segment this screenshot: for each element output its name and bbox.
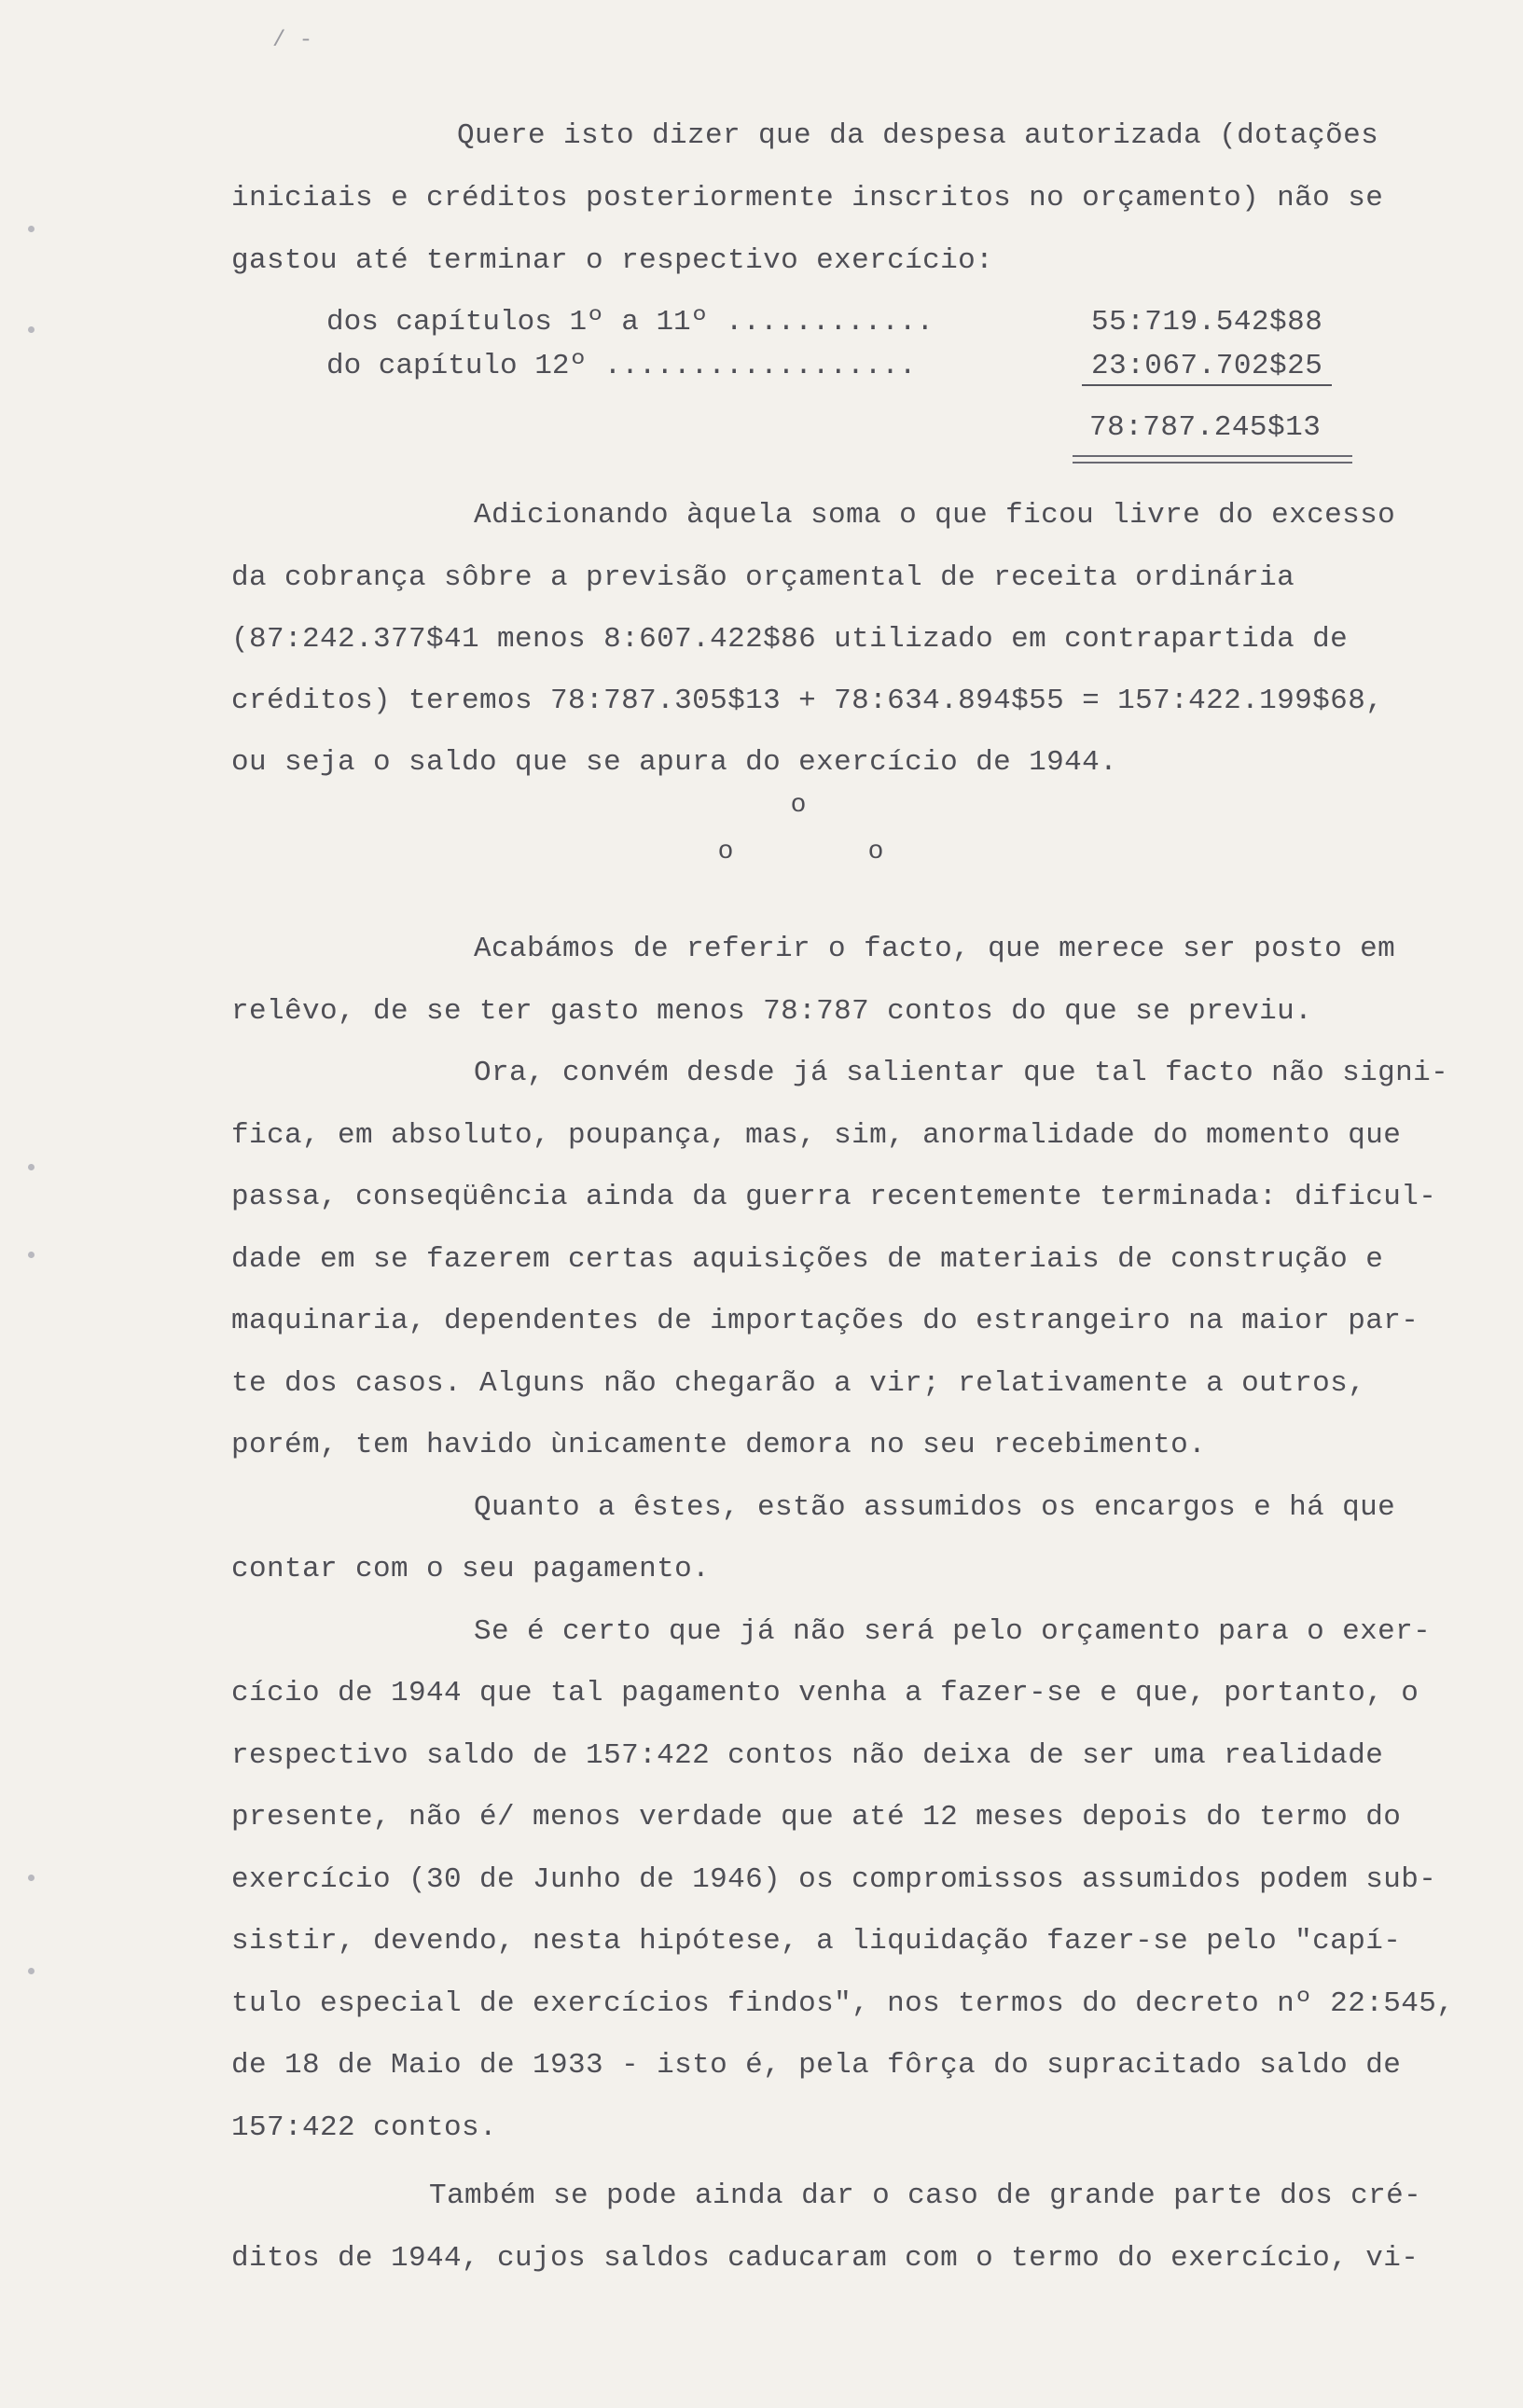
para7-line: Também se pode ainda dar o caso de grande parte dos cré-	[429, 2180, 1422, 2212]
para4-line: dade em se fazerem certas aquisições de materiais de construção e	[231, 1243, 1384, 1276]
para2-line: da cobrança sôbre a previsão orçamental de receita ordinária	[231, 561, 1295, 594]
total-double-rule	[1073, 455, 1352, 464]
para6-line: exercício (30 de Junho de 1946) os compromissos assumidos podem sub-	[231, 1863, 1437, 1896]
para6-line: tulo especial de exercícios findos", nos termos do decreto nº 22:545,	[231, 1987, 1455, 2020]
para4-line: passa, conseqüência ainda da guerra recentemente terminada: dificul-	[231, 1181, 1437, 1213]
para7-line: ditos de 1944, cujos saldos caducaram com o termo do exercício, vi-	[231, 2242, 1419, 2275]
para4-line: maquinaria, dependentes de importações do estrangeiro na maior par-	[231, 1305, 1419, 1337]
para1-line: gastou até terminar o respectivo exercício:	[231, 244, 994, 277]
para6-line: de 18 de Maio de 1933 - isto é, pela fôrça do supracitado saldo de	[231, 2049, 1402, 2082]
para1-line: iniciais e créditos posteriormente inscritos no orçamento) não se	[231, 182, 1384, 215]
para6-line: sistir, devendo, nesta hipótese, a liquidação fazer-se pelo "capí-	[231, 1925, 1402, 1958]
margin-dot	[28, 1164, 35, 1170]
top-mark: / -	[272, 28, 313, 53]
para3-line: relêvo, de se ter gasto menos 78:787 contos do que se previu.	[231, 995, 1313, 1028]
para5-line: Quanto a êstes, estão assumidos os encargos e há que	[474, 1491, 1396, 1524]
para2-line: ou seja o saldo que se apura do exercício de 1944.	[231, 746, 1118, 779]
para6-line: Se é certo que já não será pelo orçamento para o exer-	[474, 1615, 1432, 1648]
ledger-row1-amount: 55:719.542$88	[1091, 306, 1323, 339]
para4-line: porém, tem havido ùnicamente demora no seu recebimento.	[231, 1429, 1207, 1461]
margin-dot	[28, 1968, 35, 1974]
para6-line: 157:422 contos.	[231, 2111, 498, 2144]
para2-line: Adicionando àquela soma o que ficou livre do excesso	[474, 499, 1396, 532]
para4-line: fica, em absoluto, poupança, mas, sim, anormalidade do momento que	[231, 1119, 1402, 1152]
margin-dot	[28, 326, 35, 333]
para6-line: presente, não é/ menos verdade que até 12 meses depois do termo do	[231, 1801, 1402, 1834]
margin-dot	[28, 1875, 35, 1881]
ledger-row2-label: do capítulo 12º ..................	[326, 350, 917, 382]
margin-dot	[28, 226, 35, 232]
ledger-total: 78:787.245$13	[1089, 411, 1322, 444]
para3-line: Acabámos de referir o facto, que merece ser posto em	[474, 933, 1396, 965]
para5-line: contar com o seu pagamento.	[231, 1553, 711, 1585]
separator-mark: o	[790, 791, 807, 820]
para2-line: créditos) teremos 78:787.305$13 + 78:634.894$55 = 157:422.199$68,	[231, 685, 1384, 717]
para4-line: Ora, convém desde já salientar que tal facto não signi-	[474, 1057, 1449, 1089]
ledger-row1-label: dos capítulos 1º a 11º ............	[326, 306, 935, 339]
separator-mark: o	[867, 837, 884, 866]
para2-line: (87:242.377$41 menos 8:607.422$86 utilizado em contrapartida de	[231, 623, 1349, 656]
para1-line: Quere isto dizer que da despesa autorizada (dotações	[457, 119, 1379, 152]
separator-mark: o	[717, 837, 734, 866]
para4-line: te dos casos. Alguns não chegarão a vir; relativamente a outros,	[231, 1367, 1366, 1400]
para6-line: cício de 1944 que tal pagamento venha a fazer-se e que, portanto, o	[231, 1677, 1419, 1709]
margin-dot	[28, 1252, 35, 1258]
ledger-row2-amount: 23:067.702$25	[1082, 350, 1332, 386]
para6-line: respectivo saldo de 157:422 contos não deixa de ser uma realidade	[231, 1739, 1384, 1772]
